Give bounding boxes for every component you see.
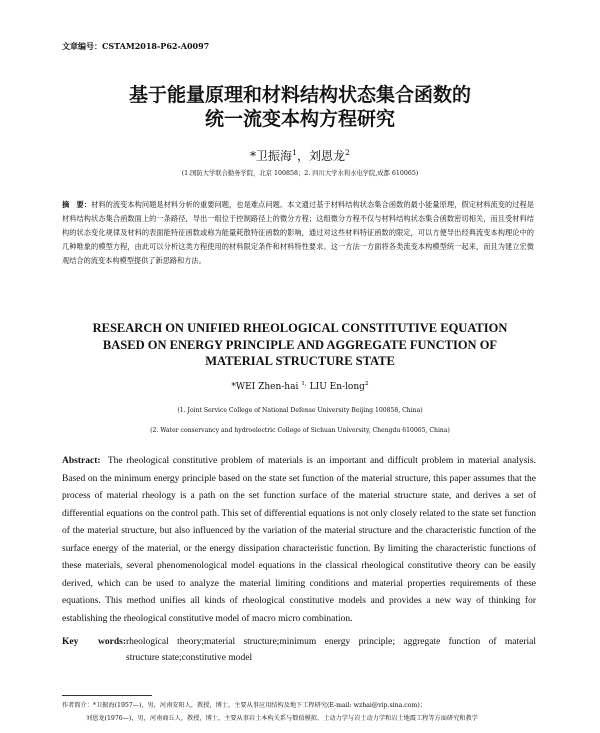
- english-affiliation-2: (2. Water conservancy and hydroelectric College of Sichuan University, Chengdu 610065, China): [150, 427, 450, 434]
- en-author-1-affil-sup: 1,: [301, 381, 307, 387]
- author-1-mark: *: [250, 149, 256, 163]
- en-author-2-affil-sup: 2: [364, 381, 369, 387]
- footnote-author-2: 刘恩龙(1976—)，男，河南商丘人，教授，博士，主要从事岩土本构关系与数值模拟、土动力学与岩土动力学和岩土地震工程等方面研究和教学: [86, 715, 478, 722]
- chinese-title-line-1: 基于能量原理和材料结构状态集合函数的: [128, 84, 471, 106]
- english-keywords-line-1: rheological theory;material structure;minimum energy principle; aggregate function of material: [126, 637, 536, 647]
- chinese-title-line-2: 统一流变本构方程研究: [204, 108, 395, 130]
- english-title: [0, 320, 600, 370]
- english-keywords-line-2: structure state;constitutive model: [126, 653, 253, 663]
- english-authors: [0, 381, 600, 392]
- chinese-abstract: [62, 198, 534, 268]
- document-number: 文章编号：CSTAM2018-P62-A0097: [62, 41, 210, 51]
- english-keywords: [62, 634, 536, 666]
- chinese-abstract-label: 摘 要：: [62, 200, 92, 209]
- author-separator: ，: [296, 149, 309, 163]
- author-1-name: 卫振海: [256, 149, 293, 163]
- chinese-authors: [0, 147, 600, 164]
- en-author-2-name: LIU En-long: [309, 382, 365, 392]
- en-author-1-name: WEI Zhen-hai: [235, 382, 299, 392]
- english-abstract: [62, 453, 536, 628]
- chinese-abstract-text: 材料的流变本构问题是材料分析的重要问题，也是难点问题。本文通过基于材料结构状态集合函数的最小能量原理，假定材料流变的过程是材料结构状态集合函数面上的一条路径，导出一组位于控制路径上的微分方程；这组微分方程不仅与材料结构状态集合函数密切相关，而且受材料结构的状态变化规律及材料的表面能特征函数或称为能量耗散特征函数的影响，通过对这些材料特征函数的限定，可以方便导出经典流变本构理论中的几种唯象的模型方程，由此可以分析这类方程使用的材料限定条件和材料特性要求。这一方法一方面将各类流变本构模型统一起来，而且为建立宏微观结合的流变本构模型提供了新思路和方法。: [62, 200, 534, 266]
- footnote-divider: [62, 695, 152, 696]
- english-title-line-2: BASED ON ENERGY PRINCIPLE AND AGGREGATE FUNCTION OF: [102, 337, 498, 352]
- author-2-affil-sup: 2: [345, 148, 350, 157]
- english-affiliation-1: (1. Joint Service College of National Defense University Beijing 100858, China): [177, 407, 423, 414]
- chinese-affiliations: (1.国防大学联合勤务学院，北京 100858；2. 四川大学水利水电学院,成都 610065): [181, 170, 419, 177]
- author-1-affil-sup: 1: [292, 148, 297, 157]
- english-keywords-label: Key words:: [62, 637, 126, 647]
- english-title-line-1: RESEARCH ON UNIFIED RHEOLOGICAL CONSTITUTIVE EQUATION: [92, 321, 508, 335]
- english-abstract-text: The rheological constitutive problem of materials is an important and difficult problem in material analysis. Based on the minimum energy principle based on the state set function of the material structure, this paper assumes that the process of material rheology is a path on the set function surface of the material structure state, and derives a set of differential equations on the control path. This set of differential equations is not only closely related to the state set function of the material structure, but also influenced by the variation of the material structure and the characteristic function of the surface energy of the material, or the energy dissipation characteristic function. By limiting the characteristic functions of these materials, several phenomenological model equations in the classical rheological constitutive theory can be easily derived, which can be used to analyze the material limiting conditions and material properties requirements of these equations. This method unifies all kinds of rheological constitutive models and provides a new way of thinking for establishing the rheological constitutive model of macro micro combination.: [62, 456, 536, 624]
- english-title-line-3: MATERIAL STRUCTURE STATE: [205, 354, 395, 368]
- english-abstract-label: Abstract:: [62, 456, 101, 466]
- footnote-author-1: 作者简介：*卫振海(1957—)，男，河南安阳人，教授，博士，主要从事应用结构及地下工程研究(E-mail: wzhai@vip.sina.com)；: [62, 702, 426, 709]
- english-keywords-row-1: [62, 634, 536, 650]
- en-author-1-mark: *: [231, 382, 236, 392]
- author-2-name: 刘恩龙: [309, 149, 346, 163]
